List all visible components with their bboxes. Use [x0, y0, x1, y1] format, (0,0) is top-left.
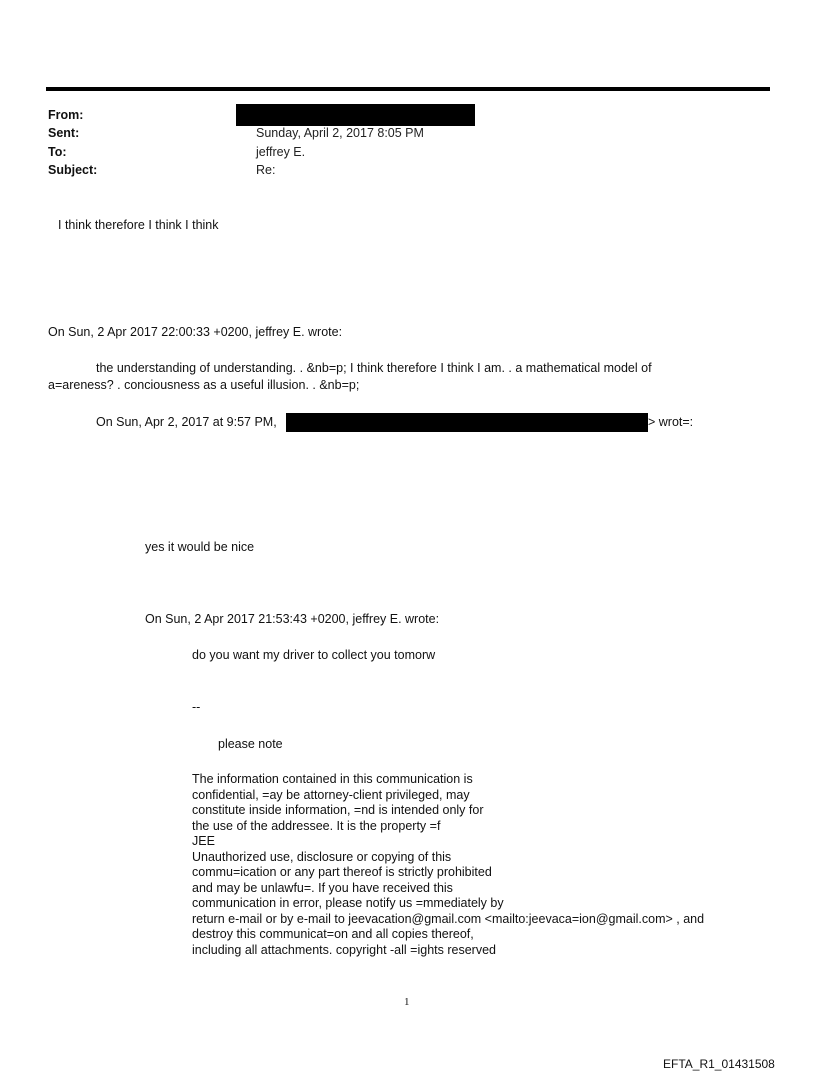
disclaimer: [192, 772, 704, 958]
disclaimer-line: constitute inside information, =nd is intended only for: [192, 803, 484, 817]
quote1-line1: the understanding of understanding. . &nb=p; I think therefore I think I am. . a mathematical model of: [96, 361, 652, 375]
header-rule: [46, 87, 770, 91]
signature-separator: --: [192, 700, 201, 714]
disclaimer-line: and may be unlawfu=. If you have received this: [192, 880, 453, 895]
disclaimer-line: confidential, =ay be attorney-client privileged, may: [192, 787, 470, 802]
quote2-text: yes it would be nice: [145, 540, 255, 554]
disclaimer-line: JEE: [192, 834, 215, 848]
disclaimer-line: return e-mail or by e-mail to jeevacation@gmail.com <mailto:jeevaca=ion@gmail.com> , and: [192, 911, 705, 926]
disclaimer-line: destroy this communicat=on and all copies thereof,: [192, 927, 474, 941]
disclaimer-line: Unauthorized use, disclosure or copying of this: [192, 849, 452, 864]
page-number: 1: [404, 996, 410, 1008]
quote3-attribution: On Sun, 2 Apr 2017 21:53:43 +0200, jeffrey E. wrote:: [145, 612, 440, 626]
disclaimer-line: communication in error, please notify us =mmediately by: [192, 896, 504, 910]
quote2-attribution-prefix: On Sun, Apr 2, 2017 at 9:57 PM,: [96, 415, 277, 429]
subject-value: Re:: [256, 163, 276, 177]
redacted-from: [236, 104, 475, 126]
please-note: please note: [218, 737, 283, 751]
disclaimer-line: including all attachments. copyright -all =ights reserved: [192, 942, 496, 957]
quote1-line2: a=areness? . conciousness as a useful illusion. . &nb=p;: [48, 378, 360, 392]
subject-label: Subject:: [48, 163, 98, 177]
sent-value: Sunday, April 2, 2017 8:05 PM: [256, 126, 424, 140]
quote1-attribution: On Sun, 2 Apr 2017 22:00:33 +0200, jeffrey E. wrote:: [48, 325, 343, 339]
document-id: EFTA_R1_01431508: [663, 1057, 775, 1071]
disclaimer-line: commu=ication or any part thereof is strictly prohibited: [192, 865, 492, 879]
from-label: From:: [48, 108, 84, 122]
to-label: To:: [48, 145, 67, 159]
disclaimer-line: the use of the addressee. It is the property =f: [192, 818, 441, 833]
disclaimer-line: The information contained in this communication is: [192, 772, 473, 786]
to-value: jeffrey E.: [256, 145, 306, 159]
sent-label: Sent:: [48, 126, 80, 140]
quote2-attribution-suffix: > wrot=:: [648, 415, 694, 429]
reply-text: I think therefore I think I think: [58, 218, 219, 232]
redacted-sender: [286, 413, 648, 432]
quote3-text: do you want my driver to collect you tomorw: [192, 648, 436, 662]
